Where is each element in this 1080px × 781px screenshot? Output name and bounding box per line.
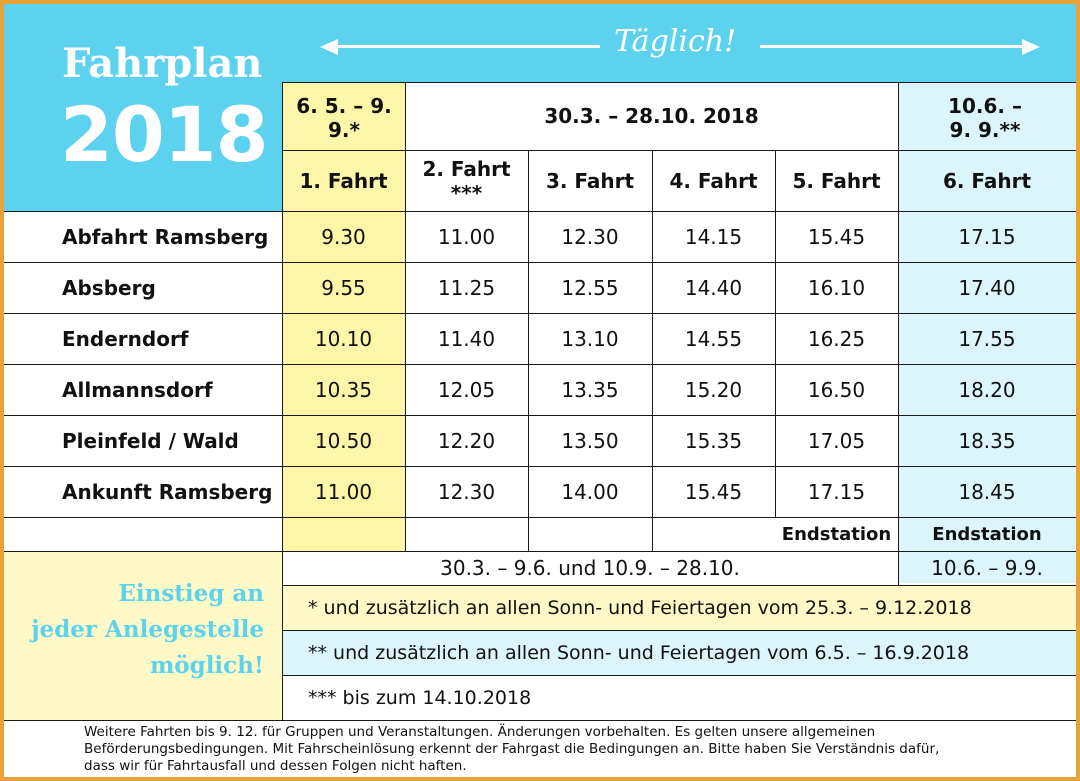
trip-header-5: 5. Fahrt [792, 168, 881, 193]
departure-time: 11.40 [437, 326, 496, 351]
departure-time: 10.50 [314, 428, 373, 453]
arrow-right-icon [1020, 37, 1040, 57]
trip-header-4: 4. Fahrt [669, 168, 758, 193]
departure-time: 11.00 [314, 479, 373, 504]
departure-time: 11.00 [437, 224, 496, 249]
departure-time: 15.45 [807, 224, 866, 249]
departure-time: 13.50 [561, 428, 619, 453]
departure-time: 17.15 [958, 224, 1016, 249]
departure-time: 12.30 [437, 479, 496, 504]
trip-header-3: 3. Fahrt [545, 168, 635, 193]
departure-time: 13.10 [561, 326, 619, 351]
departure-time: 15.20 [684, 377, 743, 402]
endstation-6: Endstation [932, 523, 1042, 545]
departure-time: 15.35 [684, 428, 743, 453]
departure-time: 18.20 [958, 377, 1016, 402]
trip-header-2: 2. Fahrt *** [422, 156, 511, 205]
grid-line-h [4, 720, 1076, 721]
period-main: 30.3. – 28.10. 2018 [544, 104, 759, 128]
departure-time: 14.55 [684, 326, 743, 351]
period-sixth-trip: 10.6. – 9. 9.** [948, 94, 1022, 142]
arrow-left-icon [320, 37, 340, 57]
trip-header-6: 6. Fahrt [942, 168, 1032, 193]
departure-time: 14.00 [561, 479, 619, 504]
title-fahrplan: Fahrplan [62, 40, 263, 87]
title-year: 2018 [60, 90, 268, 179]
validity-main: 30.3. – 9.6. und 10.9. – 28.10. [440, 556, 740, 580]
boarding-line-3: möglich! [149, 652, 264, 679]
stop-name: Ankunft Ramsberg [62, 479, 273, 504]
departure-time: 12.20 [437, 428, 496, 453]
departure-time: 16.10 [807, 275, 866, 300]
trip-header-1: 1. Fahrt [299, 168, 388, 193]
departure-time: 17.55 [958, 326, 1016, 351]
departure-time: 9.30 [321, 224, 366, 249]
departure-time: 10.35 [314, 377, 373, 402]
departure-time: 10.10 [314, 326, 373, 351]
departure-time: 13.35 [561, 377, 619, 402]
departure-time: 15.45 [684, 479, 743, 504]
departure-time: 17.05 [807, 428, 866, 453]
daily-arrow-left-line [332, 45, 600, 48]
daily-arrow-right-line [760, 45, 1028, 48]
departure-time: 11.25 [437, 275, 496, 300]
footer-line-1: Weitere Fahrten bis 9. 12. für Gruppen und Veranstaltungen. Änderungen vorbehalten. Es gelten unsere allgemeinen [84, 724, 876, 740]
validity-sixth: 10.6. – 9.9. [931, 556, 1043, 580]
departure-time: 18.35 [958, 428, 1016, 453]
boarding-text [14, 576, 264, 684]
footer-line-3: dass wir für Fahrtausfall und dessen Folgen nicht haften. [84, 758, 467, 774]
footer-line-2: Beförderungsbedingungen. Mit Fahrscheinlösung erkennt der Fahrgast die Bedingungen an. Bitte haben Sie Verständnis dafür, [84, 741, 940, 757]
note-3: *** bis zum 14.10.2018 [308, 686, 532, 709]
stop-name: Pleinfeld / Wald [62, 428, 239, 453]
period-first-trip: 6. 5. – 9. 9.* [296, 94, 392, 142]
departure-time: 9.55 [321, 275, 366, 300]
stop-name: Absberg [62, 275, 156, 300]
departure-time: 16.50 [807, 377, 866, 402]
departure-time: 14.40 [684, 275, 743, 300]
boarding-line-1: Einstieg an [118, 580, 264, 607]
departure-time: 14.15 [684, 224, 743, 249]
departure-time: 12.05 [437, 377, 496, 402]
endstation-5: Endstation [781, 523, 892, 545]
departure-time: 18.45 [958, 479, 1016, 504]
footer-text [84, 724, 1044, 775]
stop-name: Abfahrt Ramsberg [62, 224, 269, 249]
departure-time: 17.40 [958, 275, 1016, 300]
departure-time: 12.30 [561, 224, 619, 249]
stop-name: Enderndorf [62, 326, 189, 351]
boarding-line-2: jeder Anlegestelle [31, 616, 264, 643]
note-1: * und zusätzlich an allen Sonn- und Feiertagen vom 25.3. – 9.12.2018 [308, 596, 972, 619]
departure-time: 17.15 [807, 479, 866, 504]
departure-time: 12.55 [561, 275, 619, 300]
daily-label: Täglich! [614, 24, 737, 59]
stop-name: Allmannsdorf [62, 377, 213, 402]
departure-time: 16.25 [807, 326, 866, 351]
note-2: ** und zusätzlich an allen Sonn- und Feiertagen vom 6.5. – 16.9.2018 [308, 641, 970, 664]
